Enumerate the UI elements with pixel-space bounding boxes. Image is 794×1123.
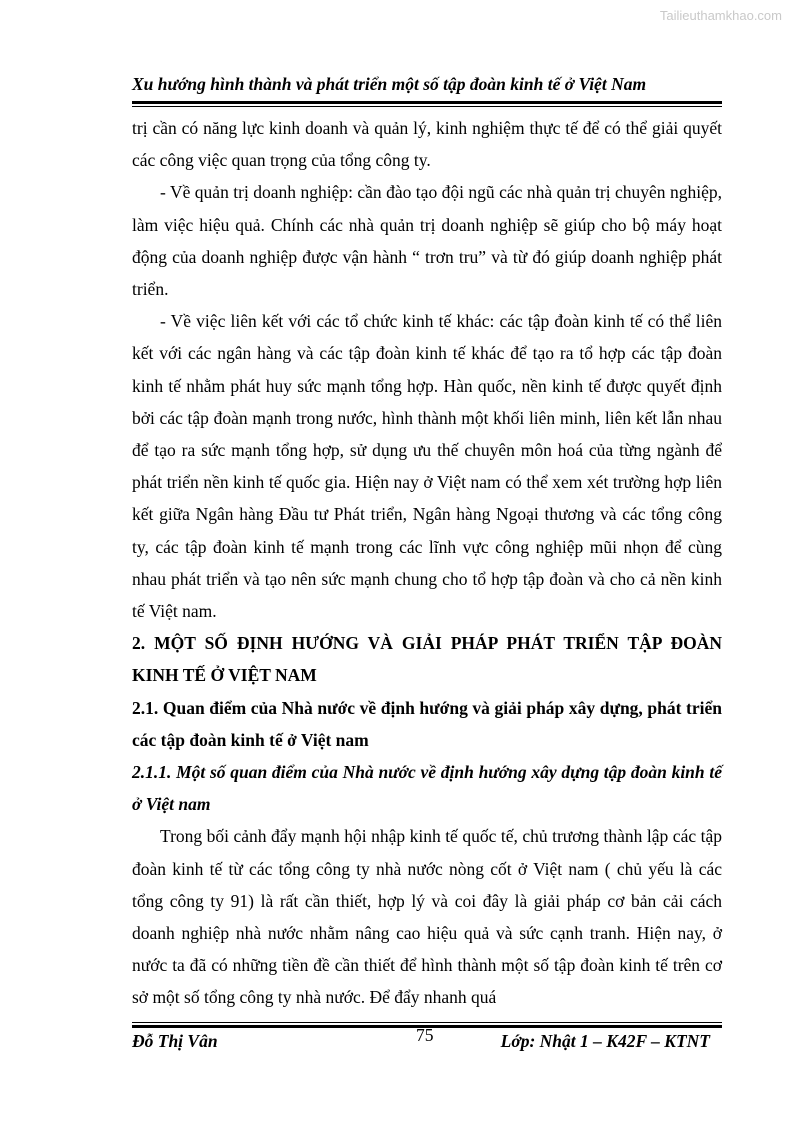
running-header: Xu hướng hình thành và phát triển một số tập đoàn kinh tế ở Việt Nam <box>132 74 647 94</box>
footer-class-info: Lớp: Nhật 1 – K42F – KTNT <box>500 1031 710 1051</box>
document-body <box>132 112 722 1014</box>
paragraph-business-management: - Về quản trị doanh nghiệp: cần đào tạo đội ngũ các nhà quản trị chuyên nghiệp, làm việc hiệu quả. Chính các nhà quản trị doanh nghiệp sẽ giúp cho bộ máy hoạt động của doanh nghiệp được vận hành “ trơn tru” và từ đó giúp doanh nghiệp phát triển. <box>132 182 722 300</box>
page-number: 75 <box>416 1025 434 1045</box>
section-heading-2-1-1: 2.1.1. Một số quan điểm của Nhà nước về định hướng xây dựng tập đoàn kinh tế ở Việt nam <box>132 762 722 815</box>
footer-author: Đỗ Thị Vân <box>132 1031 218 1051</box>
section-heading-2-1: 2.1. Quan điểm của Nhà nước về định hướng và giải pháp xây dựng, phát triển các tập đoàn kinh tế ở Việt nam <box>132 697 722 750</box>
watermark: Tailieuthamkhao.com <box>659 8 782 23</box>
paragraph-economic-linkage: - Về việc liên kết với các tổ chức kinh tế khác: các tập đoàn kinh tế có thể liên kết với các ngân hàng và các tập đoàn kinh tế khác để tạo ra tổ hợp các tập đoàn kinh tế nhằm phát huy sức mạnh tổng hợp. Hàn quốc, nền kinh tế được quyết định bởi các tập đoàn mạnh trong nước, hình thành một khối liên minh, liên kết lẫn nhau để tạo ra sức mạnh tổng hợp, sử dụng ưu thế chuyên môn hoá của từng ngành để phát triển nền kinh tế quốc gia. Hiện nay ở Việt nam có thể xem xét trường hợp liên kết giữa Ngân hàng Đầu tư Phát triển, Ngân hàng Ngoại thương và các tổng công ty, các tập đoàn kinh tế mạnh trong các lĩnh vực công nghiệp mũi nhọn để cùng nhau phát triển và tạo nên sức mạnh chung cho tổ hợp tập đoàn và cho cả nền kinh tế Việt nam. <box>132 311 722 622</box>
paragraph-integration-context: Trong bối cảnh đẩy mạnh hội nhập kinh tế quốc tế, chủ trương thành lập các tập đoàn kinh tế từ các tổng công ty nhà nước nòng cốt ở Việt nam ( chủ yếu là các tổng công ty 91) là rất cần thiết, hợp lý và coi đây là giải pháp cơ bản cải cách doanh nghiệp nhà nước nhằm nâng cao hiệu quả và sức cạnh tranh. Hiện nay, ở nước ta đã có những tiền đề cần thiết để hình thành một số tập đoàn kinh tế trên cơ sở một số tổng công ty nhà nước. Để đẩy nhanh quá <box>132 826 722 1008</box>
section-heading-2: 2. MỘT SỐ ĐỊNH HƯỚNG VÀ GIẢI PHÁP PHÁT TRIỂN TẬP ĐOÀN KINH TẾ Ở VIỆT NAM <box>132 633 722 686</box>
paragraph-continuation: trị cần có năng lực kinh doanh và quản lý, kinh nghiệm thực tế để có thể giải quyết các công việc quan trọng của tổng công ty. <box>132 118 722 171</box>
header-rule <box>132 101 722 107</box>
